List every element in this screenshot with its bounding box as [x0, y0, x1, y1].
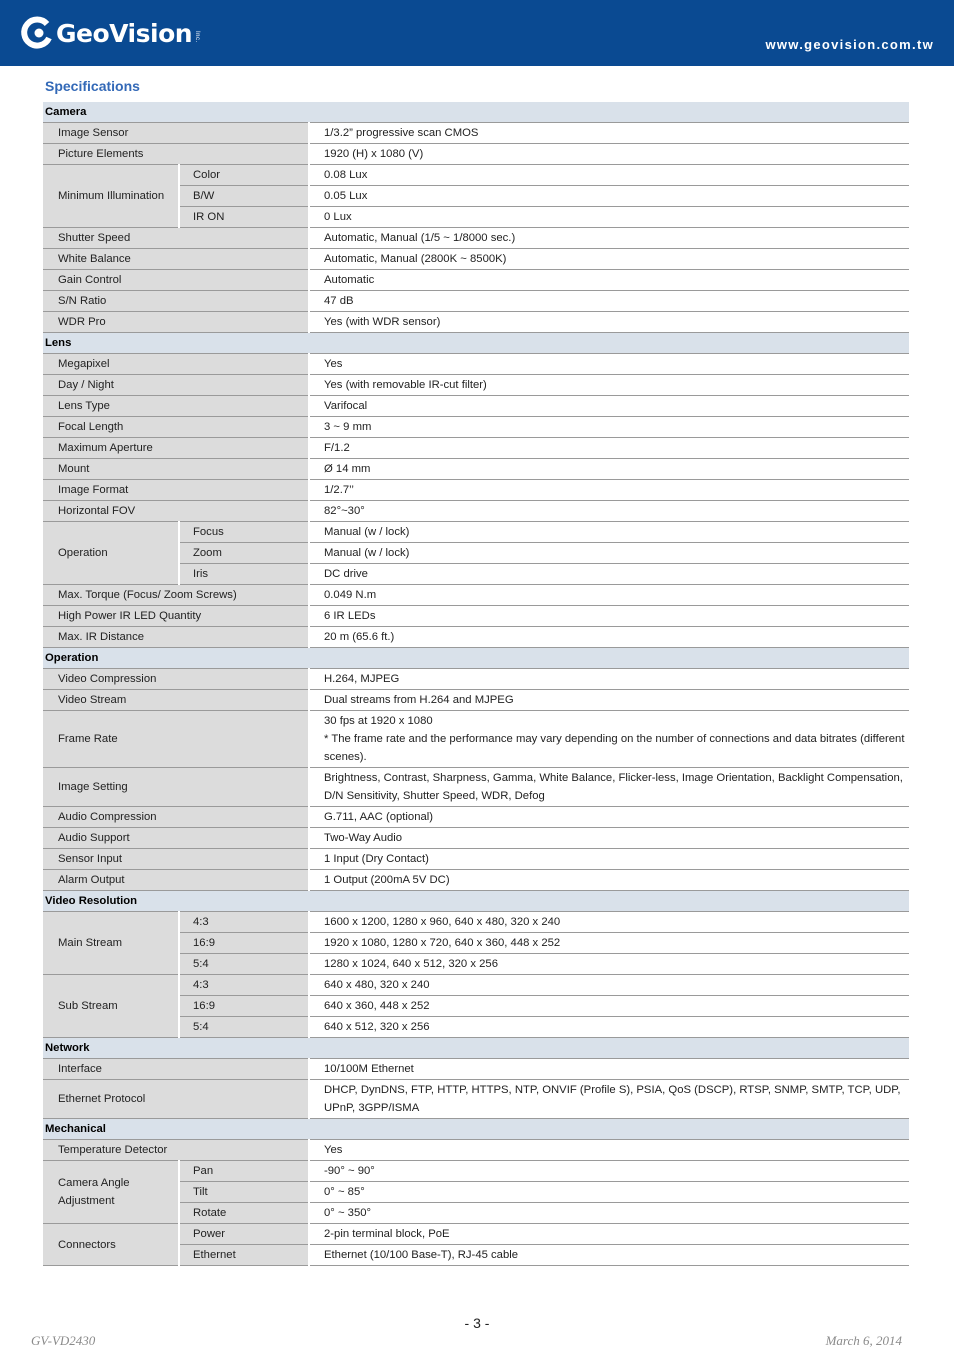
section-title: Camera — [43, 102, 909, 123]
spec-value: Ø 14 mm — [309, 459, 909, 480]
spec-sublabel: Tilt — [179, 1182, 309, 1203]
spec-row — [43, 849, 909, 870]
spec-value: 6 IR LEDs — [309, 606, 909, 627]
spec-row — [43, 711, 909, 768]
spec-label: Alarm Output — [43, 870, 309, 891]
spec-row — [43, 396, 909, 417]
spec-label: Frame Rate — [43, 711, 309, 768]
spec-row — [43, 768, 909, 807]
spec-value: 30 fps at 1920 x 1080 * The frame rate and the performance may vary depending on the number of connections and data bitrates (different scenes). — [309, 711, 909, 768]
spec-row — [43, 249, 909, 270]
spec-value: 3 ~ 9 mm — [309, 417, 909, 438]
spec-row — [43, 975, 909, 996]
spec-value: Automatic — [309, 270, 909, 291]
spec-row — [43, 1080, 909, 1119]
spec-label: Temperature Detector — [43, 1140, 309, 1161]
spec-value: Automatic, Manual (2800K ~ 8500K) — [309, 249, 909, 270]
spec-row — [43, 144, 909, 165]
spec-value: 0.08 Lux — [309, 165, 909, 186]
spec-value: 47 dB — [309, 291, 909, 312]
spec-row — [43, 828, 909, 849]
spec-label: Image Setting — [43, 768, 309, 807]
website-url: www.geovision.com.tw — [765, 37, 934, 52]
spec-value: Dual streams from H.264 and MJPEG — [309, 690, 909, 711]
spec-value: 640 x 512, 320 x 256 — [309, 1017, 909, 1038]
spec-row — [43, 270, 909, 291]
page-number: - 3 - — [464, 1315, 490, 1331]
section-title: Video Resolution — [43, 891, 909, 912]
section-header-row — [43, 1119, 909, 1140]
spec-value: 0° ~ 350° — [309, 1203, 909, 1224]
spec-row — [43, 807, 909, 828]
spec-value: 1 Input (Dry Contact) — [309, 849, 909, 870]
header-banner — [0, 0, 954, 66]
spec-value: F/1.2 — [309, 438, 909, 459]
section-title: Operation — [43, 648, 909, 669]
spec-label: Minimum Illumination — [43, 165, 179, 228]
spec-sublabel: Pan — [179, 1161, 309, 1182]
spec-row — [43, 354, 909, 375]
spec-value: 1280 x 1024, 640 x 512, 320 x 256 — [309, 954, 909, 975]
geovision-logo-icon — [20, 16, 54, 50]
spec-value: Manual (w / lock) — [309, 522, 909, 543]
spec-row — [43, 438, 909, 459]
spec-sublabel: Focus — [179, 522, 309, 543]
spec-value: 1/3.2” progressive scan CMOS — [309, 123, 909, 144]
spec-sublabel: Iris — [179, 564, 309, 585]
spec-row — [43, 1161, 909, 1182]
spec-value: 82°~30° — [309, 501, 909, 522]
spec-sublabel: Color — [179, 165, 309, 186]
spec-value: 0.05 Lux — [309, 186, 909, 207]
spec-row — [43, 1224, 909, 1245]
spec-label: Main Stream — [43, 912, 179, 975]
spec-sublabel: 16:9 — [179, 933, 309, 954]
spec-value: 2-pin terminal block, PoE — [309, 1224, 909, 1245]
spec-row — [43, 165, 909, 186]
spec-label: Video Compression — [43, 669, 309, 690]
spec-label: S/N Ratio — [43, 291, 309, 312]
spec-label: Camera Angle Adjustment — [43, 1161, 179, 1224]
spec-value: Automatic, Manual (1/5 ~ 1/8000 sec.) — [309, 228, 909, 249]
spec-label: Day / Night — [43, 375, 309, 396]
spec-row — [43, 606, 909, 627]
spec-label: Max. Torque (Focus/ Zoom Screws) — [43, 585, 309, 606]
spec-label: White Balance — [43, 249, 309, 270]
spec-row — [43, 912, 909, 933]
spec-value: Yes (with WDR sensor) — [309, 312, 909, 333]
spec-value: 10/100M Ethernet — [309, 1059, 909, 1080]
brand-name: GeoVision — [56, 18, 193, 48]
spec-value: 1920 x 1080, 1280 x 720, 640 x 360, 448 x 252 — [309, 933, 909, 954]
spec-label: Shutter Speed — [43, 228, 309, 249]
spec-label: Interface — [43, 1059, 309, 1080]
spec-value: 640 x 480, 320 x 240 — [309, 975, 909, 996]
spec-value: 1920 (H) x 1080 (V) — [309, 144, 909, 165]
spec-row — [43, 501, 909, 522]
footer-date: March 6, 2014 — [825, 1333, 902, 1348]
section-title: Network — [43, 1038, 909, 1059]
spec-row — [43, 585, 909, 606]
spec-value: 0.049 N.m — [309, 585, 909, 606]
spec-row — [43, 480, 909, 501]
spec-sublabel: IR ON — [179, 207, 309, 228]
spec-value: Ethernet (10/100 Base-T), RJ-45 cable — [309, 1245, 909, 1266]
spec-label: Video Stream — [43, 690, 309, 711]
spec-row — [43, 312, 909, 333]
spec-value: DHCP, DynDNS, FTP, HTTP, HTTPS, NTP, ONVIF (Profile S), PSIA, QoS (DSCP), RTSP, SNMP, SMTP, TCP, UDP, UPnP, 3GPP/ISMA — [309, 1080, 909, 1119]
spec-value: 1 Output (200mA 5V DC) — [309, 870, 909, 891]
spec-value: 0 Lux — [309, 207, 909, 228]
spec-row — [43, 1059, 909, 1080]
brand-suffix: Inc. — [194, 31, 201, 43]
spec-row — [43, 291, 909, 312]
spec-value: Yes — [309, 1140, 909, 1161]
spec-label: Focal Length — [43, 417, 309, 438]
section-title: Lens — [43, 333, 909, 354]
spec-label: Maximum Aperture — [43, 438, 309, 459]
spec-value: G.711, AAC (optional) — [309, 807, 909, 828]
spec-sublabel: 4:3 — [179, 975, 309, 996]
spec-label: Sensor Input — [43, 849, 309, 870]
spec-value: H.264, MJPEG — [309, 669, 909, 690]
brand-logo — [20, 10, 200, 56]
spec-value: Two-Way Audio — [309, 828, 909, 849]
spec-value: Brightness, Contrast, Sharpness, Gamma, White Balance, Flicker-less, Image Orientation, Backlight Compensation, D/N Sensitivity, Shutter Speed, WDR, Defog — [309, 768, 909, 807]
spec-label: Connectors — [43, 1224, 179, 1266]
spec-row — [43, 1140, 909, 1161]
section-header-row — [43, 891, 909, 912]
spec-value: 0° ~ 85° — [309, 1182, 909, 1203]
specifications-table — [43, 102, 909, 1266]
spec-row — [43, 375, 909, 396]
spec-value: 1/2.7’’ — [309, 480, 909, 501]
spec-value: 640 x 360, 448 x 252 — [309, 996, 909, 1017]
section-header-row — [43, 1038, 909, 1059]
spec-value: Manual (w / lock) — [309, 543, 909, 564]
spec-label: Gain Control — [43, 270, 309, 291]
spec-row — [43, 522, 909, 543]
spec-label: Sub Stream — [43, 975, 179, 1038]
spec-label: Megapixel — [43, 354, 309, 375]
spec-row — [43, 417, 909, 438]
spec-value: -90° ~ 90° — [309, 1161, 909, 1182]
spec-label: Max. IR Distance — [43, 627, 309, 648]
spec-sublabel: B/W — [179, 186, 309, 207]
spec-value: Varifocal — [309, 396, 909, 417]
spec-label: High Power IR LED Quantity — [43, 606, 309, 627]
spec-label: Lens Type — [43, 396, 309, 417]
spec-row — [43, 123, 909, 144]
spec-label: Audio Compression — [43, 807, 309, 828]
footer-model: GV-VD2430 — [31, 1333, 96, 1348]
spec-label: Ethernet Protocol — [43, 1080, 309, 1119]
spec-value: Yes (with removable IR-cut filter) — [309, 375, 909, 396]
spec-sublabel: 5:4 — [179, 1017, 309, 1038]
spec-label: WDR Pro — [43, 312, 309, 333]
spec-row — [43, 459, 909, 480]
spec-sublabel: Ethernet — [179, 1245, 309, 1266]
spec-row — [43, 690, 909, 711]
spec-label: Picture Elements — [43, 144, 309, 165]
spec-row — [43, 669, 909, 690]
spec-value: 1600 x 1200, 1280 x 960, 640 x 480, 320 x 240 — [309, 912, 909, 933]
section-title: Mechanical — [43, 1119, 909, 1140]
spec-row — [43, 228, 909, 249]
spec-sublabel: Rotate — [179, 1203, 309, 1224]
spec-label: Audio Support — [43, 828, 309, 849]
spec-value: Yes — [309, 354, 909, 375]
spec-row — [43, 627, 909, 648]
spec-sublabel: Power — [179, 1224, 309, 1245]
spec-label: Mount — [43, 459, 309, 480]
spec-sublabel: 5:4 — [179, 954, 309, 975]
spec-sublabel: 4:3 — [179, 912, 309, 933]
spec-label: Image Format — [43, 480, 309, 501]
spec-label: Operation — [43, 522, 179, 585]
spec-value: DC drive — [309, 564, 909, 585]
section-header-row — [43, 648, 909, 669]
section-header-row — [43, 102, 909, 123]
spec-label: Horizontal FOV — [43, 501, 309, 522]
spec-row — [43, 870, 909, 891]
page-title: Specifications — [45, 78, 140, 94]
spec-label: Image Sensor — [43, 123, 309, 144]
spec-sublabel: Zoom — [179, 543, 309, 564]
spec-value: 20 m (65.6 ft.) — [309, 627, 909, 648]
section-header-row — [43, 333, 909, 354]
spec-sublabel: 16:9 — [179, 996, 309, 1017]
